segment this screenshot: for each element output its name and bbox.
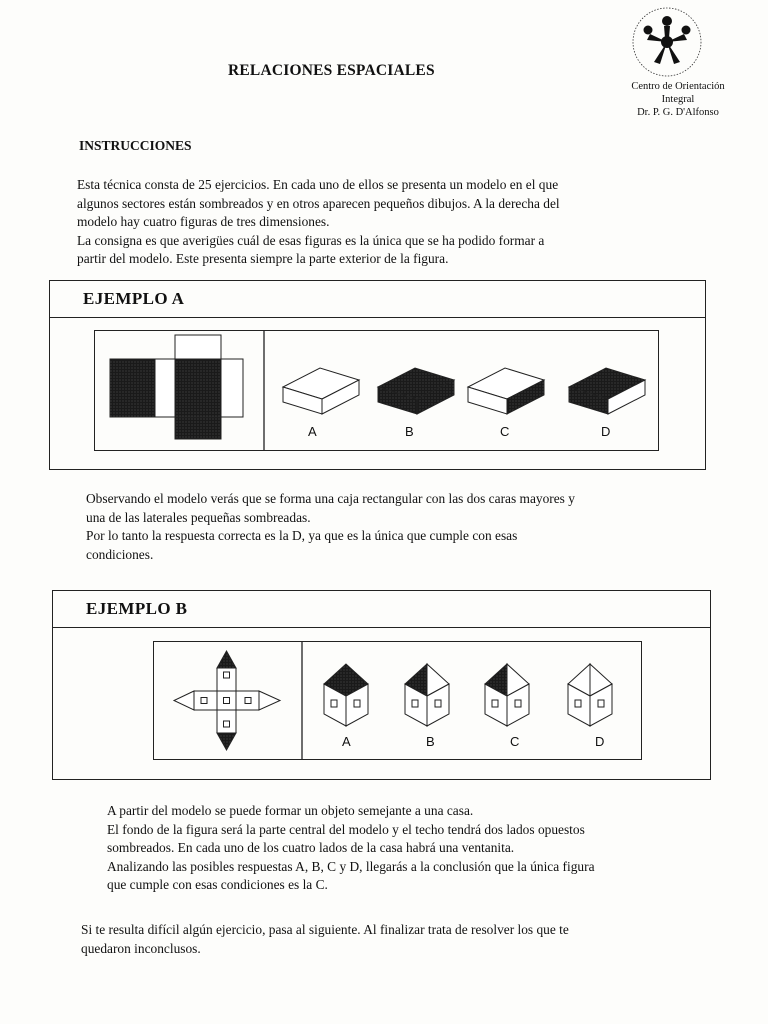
example-b-title: EJEMPLO B [86, 599, 188, 618]
example-a-box [49, 280, 706, 470]
option-c-label: C [510, 734, 520, 749]
instructions-line: partir del modelo. Este presenta siempre la parte exterior de la figura. [77, 251, 449, 266]
instructions-heading: INSTRUCCIONES [79, 138, 192, 153]
instructions-line: algunos sectores están sombreados y en otros aparecen pequeños dibujos. A la derecha del [77, 195, 560, 211]
option-c-box [468, 368, 544, 414]
explanation-line: Por lo tanto la respuesta correcta es la D, ya que es la única que cumple con esas [86, 528, 518, 543]
example-b-box [52, 590, 711, 780]
option-d-label: D [601, 424, 611, 439]
option-a-label: A [308, 424, 317, 439]
example-b-net-model [174, 651, 280, 750]
option-b-house [405, 664, 449, 726]
org-line-1: Centro de Orientación [631, 81, 725, 92]
explanation-line: El fondo de la figura será la parte central del modelo y el techo tendrá dos lados opuestos [107, 821, 585, 837]
org-line-2: Integral [661, 94, 695, 105]
org-line-3: Dr. P. G. D'Alfonso [637, 107, 719, 118]
option-a-box [283, 368, 359, 414]
explanation-line: Analizando las posibles respuestas A, B, C y D, llegarás a la conclusión que la única figura [107, 858, 595, 874]
closing-line: quedaron inconclusos. [81, 940, 201, 956]
example-a-title: EJEMPLO A [83, 289, 185, 308]
explanation-line: sombreados. En cada uno de los cuatro lados de la casa habrá una ventanita. [107, 840, 515, 855]
explanation-line: que cumple con esas condiciones es la C. [107, 877, 328, 892]
option-b-label: B [405, 424, 414, 439]
option-c-label: C [500, 424, 510, 439]
explanation-line: condiciones. [86, 546, 154, 562]
example-a-header [50, 281, 705, 318]
instructions-line: Esta técnica consta de 25 ejercicios. En cada uno de ellos se presenta un modelo en el que [77, 177, 559, 192]
option-b-label: B [426, 734, 435, 749]
option-c-house [485, 664, 529, 726]
closing-line: Si te resulta difícil algún ejercicio, pasa al siguiente. Al finalizar trata de resolver los que te [81, 922, 569, 937]
example-a-figure-frame [94, 330, 659, 451]
instructions-paragraph [77, 176, 657, 269]
option-d-label: D [595, 734, 605, 749]
example-b-header [53, 591, 710, 628]
instructions-line: La consigna es que averigües cuál de esas figuras es la única que se ha podido formar a [77, 232, 545, 248]
organization-logo-icon [626, 4, 708, 82]
option-a-house [324, 664, 368, 726]
example-b-explanation [107, 802, 687, 895]
option-b-box [378, 368, 454, 414]
example-a-net-model [110, 335, 243, 439]
closing-paragraph [81, 921, 671, 958]
instructions-line: modelo hay cuatro figuras de tres dimensiones. [77, 214, 330, 229]
example-b-figure-frame [153, 641, 642, 760]
organization-name [616, 80, 740, 119]
option-d-house [568, 664, 612, 726]
page-title: RELACIONES ESPACIALES [228, 62, 435, 79]
option-d-box [569, 368, 645, 414]
option-a-label: A [342, 734, 351, 749]
explanation-line: A partir del modelo se puede formar un objeto semejante a una casa. [107, 803, 474, 818]
explanation-line: Observando el modelo verás que se forma una caja rectangular con las dos caras mayores y [86, 491, 575, 506]
example-a-explanation [86, 490, 666, 564]
explanation-line: una de las laterales pequeñas sombreadas. [86, 509, 311, 525]
